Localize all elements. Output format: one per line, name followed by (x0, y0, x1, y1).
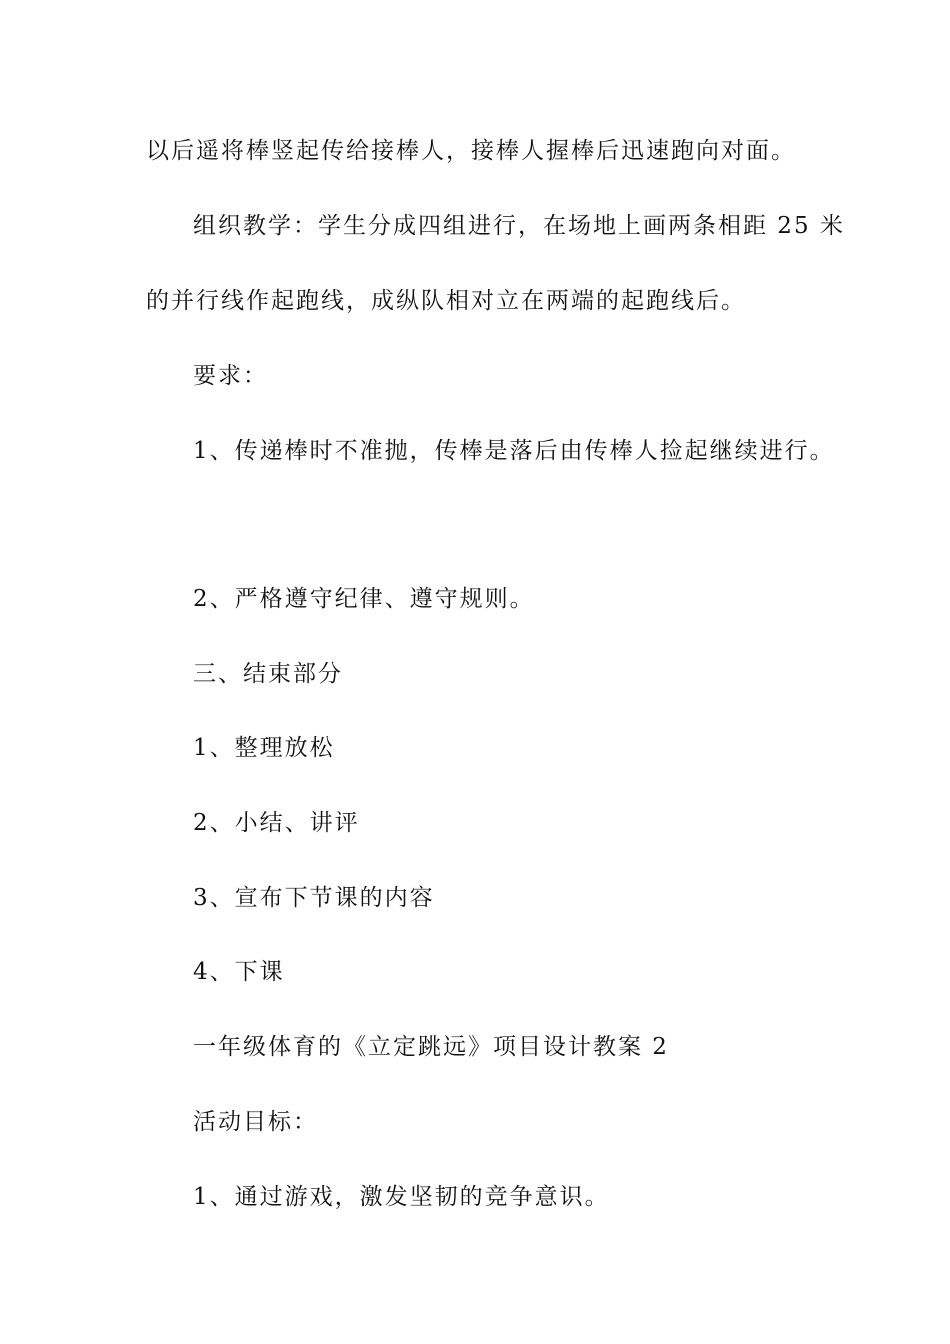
paragraph-line: 以后遥将棒竖起传给接棒人，接棒人握棒后迅速跑向对面。 (146, 138, 796, 164)
list-item: 2、小结、讲评 (193, 810, 360, 836)
list-item: 1、通过游戏，激发坚韧的竞争意识。 (193, 1184, 610, 1210)
list-item: 1、整理放松 (193, 735, 335, 761)
document-title: 一年级体育的《立定跳远》项目设计教案 2 (193, 1034, 669, 1060)
section-label: 活动目标： (193, 1109, 318, 1135)
list-item: 4、下课 (193, 959, 285, 985)
list-item: 1、传递棒时不准抛，传棒是落后由传棒人捡起继续进行。 (193, 438, 835, 464)
list-item: 3、宣布下节课的内容 (193, 885, 435, 911)
paragraph-line: 组织教学：学生分成四组进行，在场地上画两条相距 25 米 (193, 213, 845, 239)
list-item: 2、严格遵守纪律、遵守规则。 (193, 586, 535, 612)
paragraph-line: 的并行线作起跑线，成纵队相对立在两端的起跑线后。 (146, 288, 746, 314)
section-label: 要求： (193, 363, 268, 389)
section-heading: 三、结束部分 (193, 661, 343, 687)
